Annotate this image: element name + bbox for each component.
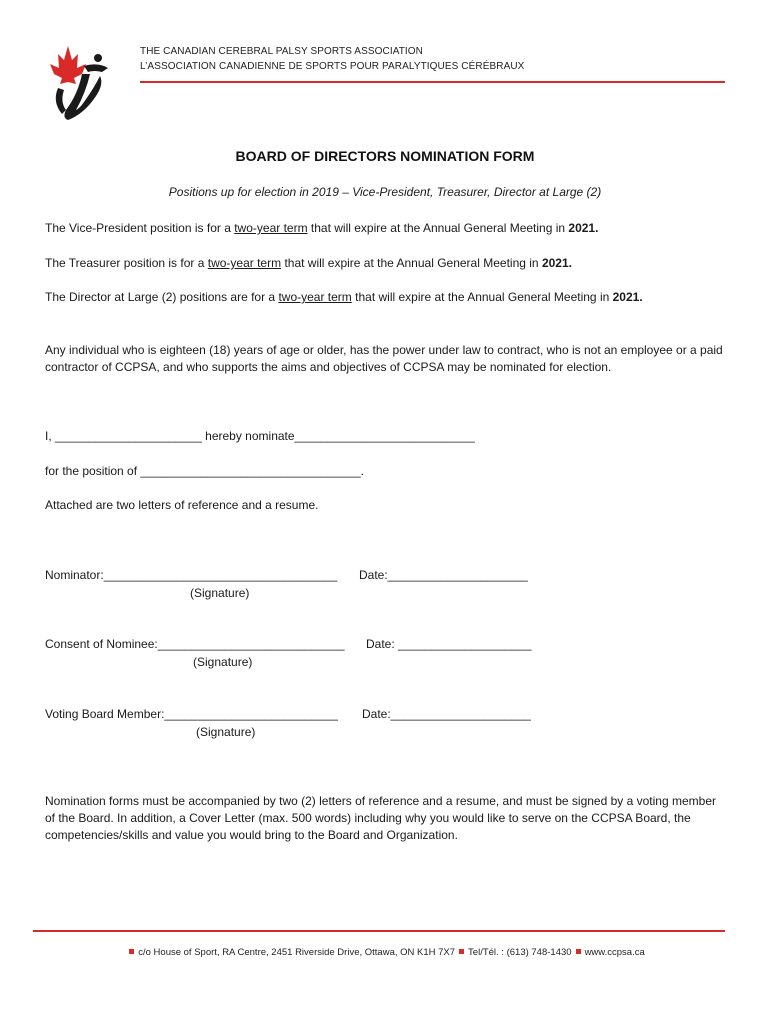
term-length: two-year term	[278, 290, 352, 304]
expiry-year: 2021.	[612, 290, 643, 304]
position-text: The Director at Large (2) positions are for a	[45, 290, 279, 304]
nominee-consent-signature-line[interactable]: Consent of Nominee:____________________________	[45, 637, 345, 651]
eligibility-paragraph: Any individual who is eighteen (18) years of age or older, has the power under law to contract, who is not an employee or a paid contractor of CCPSA, and who supports the aims and objectives of CCPSA may be nominated for election.	[45, 343, 723, 374]
position-text: The Treasurer position is for a	[45, 256, 208, 270]
nominate-line[interactable]: I, ______________________ hereby nominate___________________________	[45, 429, 475, 443]
nominator-date-line[interactable]: Date:_____________________	[359, 568, 528, 582]
footer-rule	[33, 930, 725, 932]
position-vice-president	[45, 220, 598, 237]
nominee-date-line[interactable]: Date: ____________________	[366, 637, 532, 651]
position-text: that will expire at the Annual General Meeting in	[307, 221, 569, 235]
position-field-line[interactable]: for the position of _________________________________.	[45, 464, 364, 478]
expiry-year: 2021.	[541, 256, 572, 270]
position-director-at-large	[45, 289, 643, 306]
submission-requirements-note: Nomination forms must be accompanied by two (2) letters of reference and a resume, and must be signed by a voting member of the Board. In addition, a Cover Letter (max. 500 words) including why you would like to serve on the CCPSA Board, the competencies/skills and value you would bring to the Board and Organization.	[45, 794, 716, 842]
header-rule	[140, 81, 725, 83]
position-text: that will expire at the Annual General Meeting in	[281, 256, 542, 270]
position-text: The Vice-President position is for a	[45, 221, 235, 235]
position-text: that will expire at the Annual General Meeting in	[351, 290, 613, 304]
term-length: two-year term	[234, 221, 308, 235]
org-name-english: THE CANADIAN CEREBRAL PALSY SPORTS ASSOCIATION	[140, 46, 424, 57]
expiry-year: 2021.	[568, 221, 599, 235]
footer-address: c/o House of Sport, RA Centre, 2451 Riverside Drive, Ottawa, ON K1H 7X7	[138, 947, 456, 958]
term-length: two-year term	[207, 256, 282, 270]
footer-contact	[0, 947, 770, 958]
position-treasurer	[45, 255, 572, 272]
bullet-square-icon	[576, 949, 581, 954]
form-subtitle: Positions up for election in 2019 – Vice-President, Treasurer, Director at Large (2)	[168, 185, 602, 199]
bullet-square-icon	[459, 949, 464, 954]
signature-caption: (Signature)	[190, 586, 250, 600]
signature-caption: (Signature)	[196, 725, 256, 739]
board-member-date-line[interactable]: Date:_____________________	[362, 707, 531, 721]
nominator-signature-line[interactable]: Nominator:___________________________________	[45, 568, 338, 582]
footer-website-link[interactable]: www.ccpsa.ca	[584, 947, 645, 958]
signature-caption: (Signature)	[193, 655, 253, 669]
maple-leaf-athlete-logo	[38, 44, 112, 122]
attachments-note: Attached are two letters of reference and a resume.	[45, 498, 319, 512]
voting-board-member-signature-line[interactable]: Voting Board Member:__________________________	[45, 707, 338, 721]
form-title: BOARD OF DIRECTORS NOMINATION FORM	[235, 148, 535, 164]
footer-phone: Tel/Tél. : (613) 748-1430	[468, 947, 572, 958]
org-name-french: L’ASSOCIATION CANADIENNE DE SPORTS POUR PARALYTIQUES CÉRÉBRAUX	[140, 61, 525, 72]
bullet-square-icon	[129, 949, 134, 954]
